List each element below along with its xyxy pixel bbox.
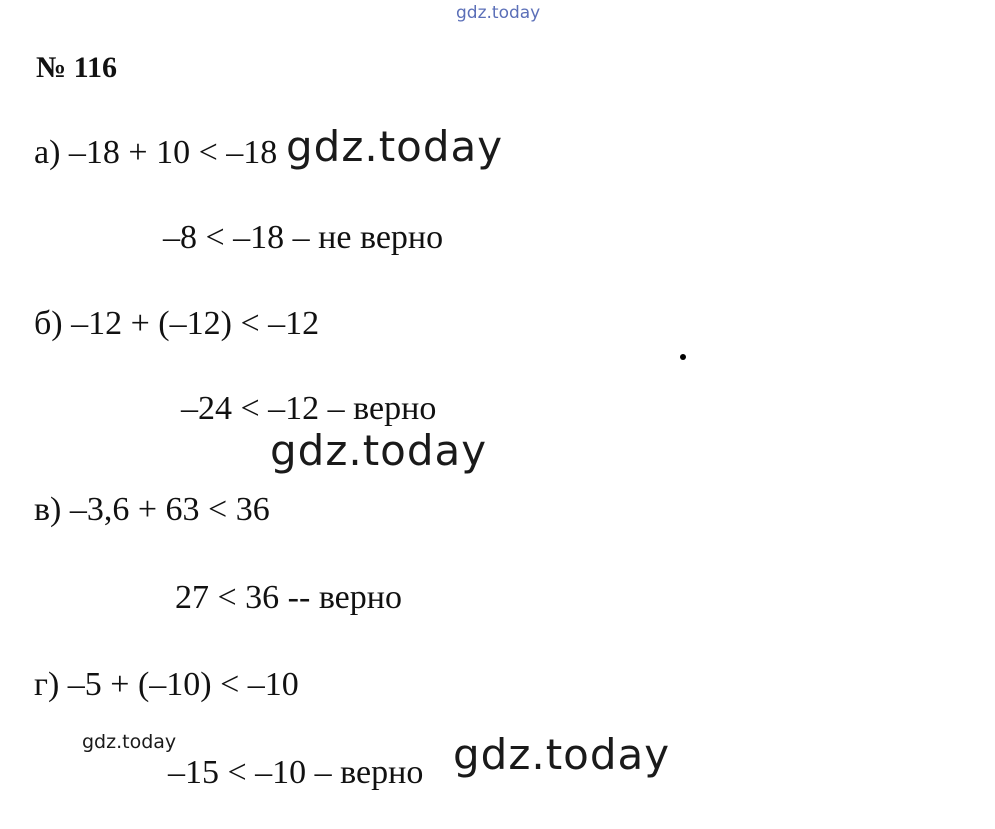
problem-number: № 116 bbox=[36, 51, 117, 84]
watermark-d-small: gdz.today bbox=[82, 731, 177, 753]
top-watermark: gdz.today bbox=[456, 3, 541, 23]
stray-dot bbox=[680, 354, 686, 360]
solution-a: –8 < –18 – не верно bbox=[163, 219, 444, 256]
task-d: г) –5 + (–10) < –10 bbox=[34, 666, 299, 703]
solution-c: 27 < 36 -- верно bbox=[175, 579, 402, 616]
task-a: а) –18 + 10 < –18 bbox=[34, 134, 278, 171]
task-c: в) –3,6 + 63 < 36 bbox=[34, 491, 270, 528]
task-b: б) –12 + (–12) < –12 bbox=[34, 305, 320, 342]
watermark-b: gdz.today bbox=[270, 426, 488, 475]
solution-b: –24 < –12 – верно bbox=[181, 390, 437, 427]
watermark-d: gdz.today bbox=[453, 730, 671, 779]
watermark-a: gdz.today bbox=[286, 122, 504, 171]
solution-d: –15 < –10 – верно bbox=[168, 754, 424, 791]
